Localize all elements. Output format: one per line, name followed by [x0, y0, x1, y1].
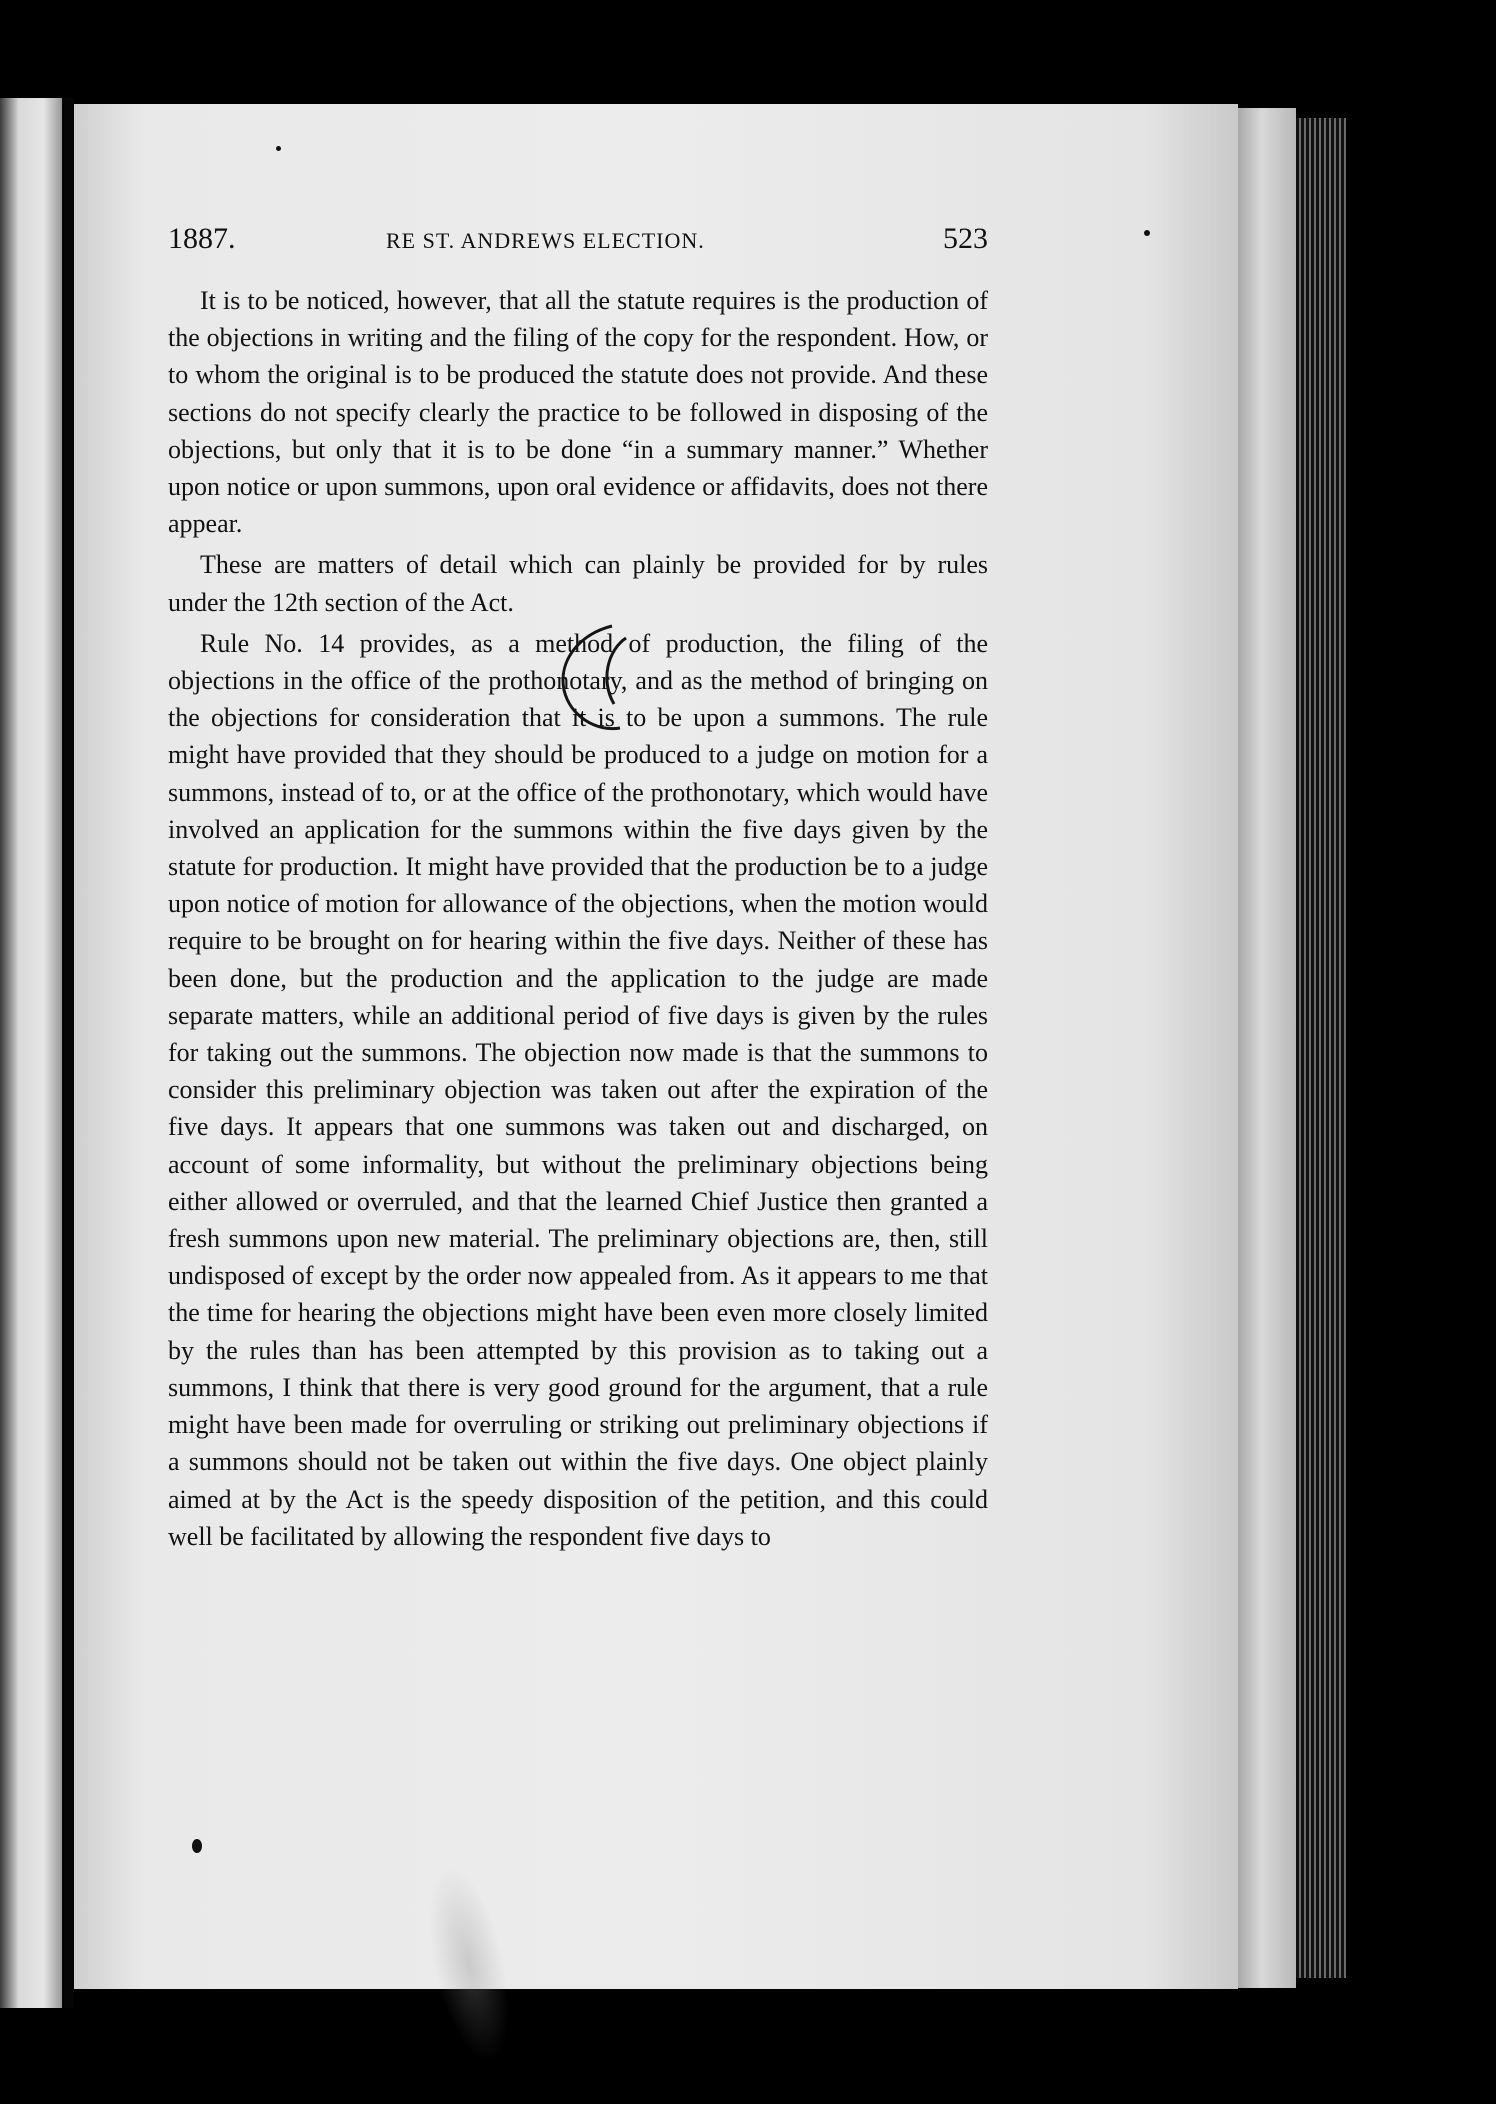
page-stack-lines: [1296, 118, 1346, 1978]
handwritten-bracket-mark: [540, 620, 650, 740]
ink-dot: [192, 1839, 202, 1853]
facing-page-edge: [0, 98, 62, 2008]
header-year: 1887.: [168, 222, 236, 255]
running-header: [168, 222, 988, 262]
book-gutter: [62, 98, 74, 2008]
smudge-mark: [414, 1859, 524, 2069]
paragraph: Rule No. 14 provides, as a method of production, the filing of the objections in the office of the prothonotary, and as the method of bringing on the objections for consideration that it is to be upon a summons. The rule might have provided that they should be produced to a judge on motion for a summons, instead of to, or at the office of the prothonotary, which would have involved an application for the summons within the five days given by the statute for production. It might have provided that the production be to a judge upon notice of motion for allowance of the objections, when the motion would require to be brought on for hearing within the five days. Neither of these has been done, but the production and the application to the judge are made separate matters, while an additional period of five days is given by the rules for taking out the summons. The objection now made is that the summons to consider this preliminary objection was taken out after the expiration of the five days. It appears that one summons was taken out and discharged, on account of some informality, but without the preliminary objections being either allowed or overruled, and that the learned Chief Justice then granted a fresh summons upon new material. The preliminary objections are, then, still undisposed of except by the order now appealed from. As it appears to me that the time for hearing the objections might have been even more closely limited by the rules than has been attempted by this provision as to taking out a summons, I think that there is very good ground for the argument, that a rule might have been made for overruling or striking out preliminary objections if a summons should not be taken out within the five days. One object plainly aimed at by the Act is the speedy disposition of the petition, and this could well be facilitated by allowing the respondent five days to: [168, 628, 988, 1551]
running-title: RE ST. ANDREWS ELECTION.: [386, 228, 705, 253]
page-number: 523: [943, 222, 988, 255]
body-text: [168, 282, 988, 1559]
page-stack-edge: [1238, 108, 1296, 1988]
paragraph: These are matters of detail which can plainly be provided for by rules under the 12th section of the Act.: [168, 550, 988, 617]
ink-dot: [276, 146, 281, 151]
ink-dot: [1144, 230, 1150, 236]
paragraph: It is to be noticed, however, that all the statute requires is the production of the objections in writing and the filing of the copy for the respondent. How, or to whom the original is to be produced the statute does not provide. And these sections do not specify clearly the practice to be followed in disposing of the objections, but only that it is to be done “in a summary manner.” Whether upon notice or upon summons, upon oral evidence or affidavits, does not there appear.: [168, 286, 988, 539]
